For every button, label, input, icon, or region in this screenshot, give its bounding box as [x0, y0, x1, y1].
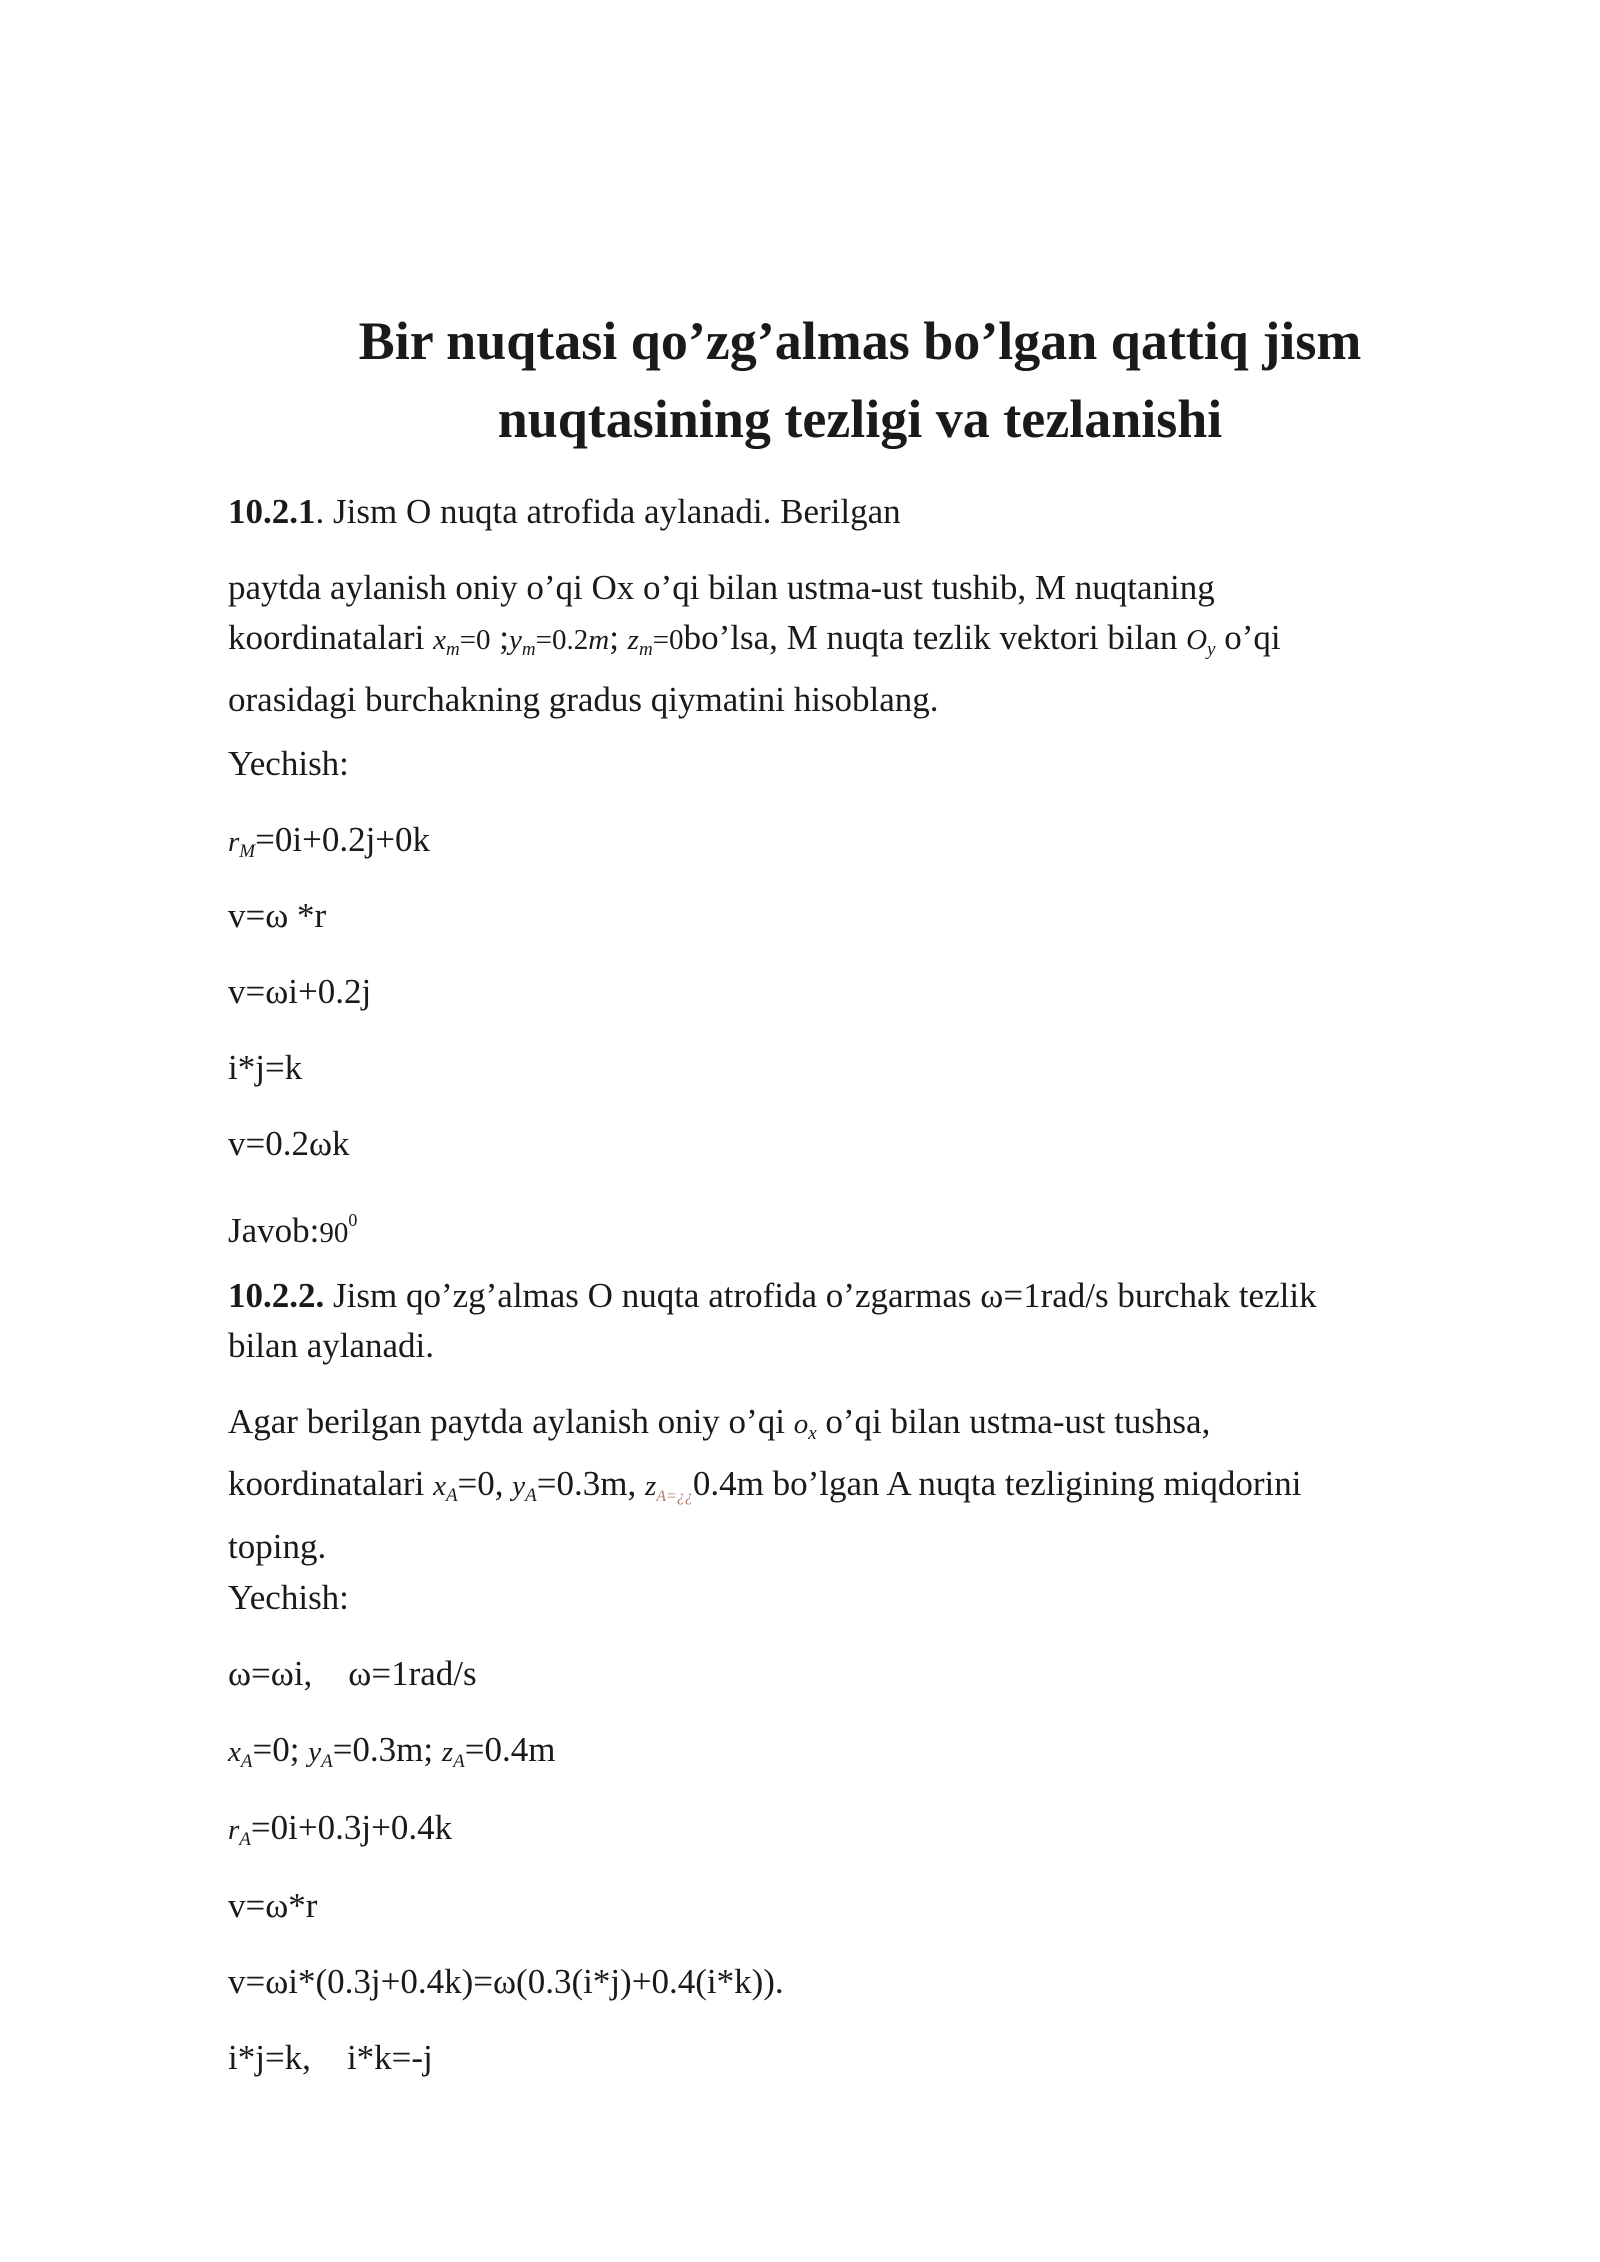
equation-line — [228, 1649, 1468, 1699]
math-subscript: A — [239, 1829, 251, 1850]
separator: ; — [490, 618, 510, 657]
equation-line — [228, 2033, 1468, 2083]
problem-2-number: 10.2.2. — [228, 1276, 325, 1315]
separator: ; — [609, 618, 628, 657]
math-value: i*j=k, — [228, 2038, 311, 2077]
solution-label: Yechish: — [228, 744, 349, 783]
math-value: ω=1rad/s — [348, 1654, 477, 1693]
math-var: r — [228, 826, 240, 858]
title-line-2: nuqtasining tezligi va tezlanishi — [497, 389, 1223, 449]
math-value: ω=ωi, — [228, 1654, 313, 1693]
math-var: r — [228, 1814, 240, 1846]
math-subscript: A — [240, 1751, 253, 1772]
math-subscript: A — [525, 1485, 537, 1506]
math-var: x — [433, 1470, 446, 1502]
problem-1-intro: . Jism O nuqta atrofida aylanadi. Berilgan — [315, 492, 901, 531]
math-subscript: y — [1207, 639, 1216, 660]
math-unit: m — [588, 624, 610, 656]
math-subscript: m — [521, 639, 536, 660]
statement-text: 0.4m bo’lgan A nuqta tezligining miqdorini — [692, 1464, 1302, 1503]
statement-line: orasidagi burchakning gradus qiymatini hisoblang. — [228, 680, 939, 719]
math-var: x — [433, 624, 446, 656]
math-value: =0.3m, — [536, 1464, 645, 1503]
problem-2-intro: Jism qo’zg’almas O nuqta atrofida o’zgarmas ω=1rad/s burchak tezlik — [324, 1276, 1317, 1315]
math-value: =0.4m — [464, 1730, 556, 1769]
math-subscript: m — [445, 639, 460, 660]
problem-1-statement — [228, 563, 1468, 725]
problem-1-number: 10.2.1 — [228, 492, 316, 531]
math-value: =0i+0.3j+0.4k — [250, 1808, 453, 1847]
statement-text: koordinatalari — [228, 618, 434, 657]
math-value: =0; — [252, 1730, 309, 1769]
math-subscript: m — [638, 639, 653, 660]
statement-text: o’qi bilan ustma-ust tushsa, — [816, 1402, 1211, 1441]
math-subscript: M — [239, 841, 256, 862]
title-line-1: Bir nuqtasi qo’zg’almas bo’lgan qattiq jism — [358, 311, 1362, 371]
math-var: y — [509, 624, 522, 656]
problem-2-statement — [228, 1397, 1468, 1572]
math-var: z — [441, 1736, 454, 1768]
page-title — [230, 302, 1490, 458]
math-var: z — [627, 624, 639, 656]
math-value: =0, — [457, 1464, 513, 1503]
math-var: o — [793, 1408, 809, 1440]
answer-superscript: 0 — [348, 1210, 358, 1230]
equation-line — [228, 1803, 1468, 1865]
math-value: =0.2 — [535, 624, 589, 656]
equation-line: v=ω*r — [228, 1886, 318, 1925]
answer-label: Javob: — [228, 1211, 320, 1250]
math-subscript: A — [445, 1485, 458, 1506]
statement-line: toping. — [228, 1527, 327, 1566]
equation-line: v=ωi+0.2j — [228, 972, 372, 1011]
statement-text: bo’lsa, M nuqta tezlik vektori bilan — [683, 618, 1187, 657]
math-subscript: A — [453, 1751, 465, 1772]
solution-label: Yechish: — [228, 1578, 349, 1617]
statement-text: koordinatalari — [228, 1464, 434, 1503]
math-value: i*k=-j — [346, 2038, 433, 2077]
answer-line — [228, 1195, 1468, 1258]
answer-value: 90 — [319, 1217, 349, 1249]
math-value: =0.3m; — [332, 1730, 442, 1769]
math-var: x — [228, 1736, 241, 1768]
equation-line: v=0.2ωk — [228, 1124, 350, 1163]
statement-line: paytda aylanish oniy o’qi Ox o’qi bilan ustma-ust tushib, M nuqtaning — [228, 568, 1215, 607]
math-value: =0 — [652, 624, 684, 656]
math-value: =0i+0.2j+0k — [255, 820, 431, 859]
equation-line: v=ω *r — [228, 896, 327, 935]
statement-text: o’qi — [1215, 618, 1281, 657]
problem-1-heading — [228, 487, 1468, 537]
math-subscript: A=¿¿ — [656, 1488, 693, 1505]
math-var: O — [1186, 624, 1208, 656]
math-var: z — [645, 1470, 657, 1502]
problem-2-intro: bilan aylanadi. — [228, 1326, 435, 1365]
math-subscript: A — [321, 1751, 333, 1772]
statement-text: Agar berilgan paytda aylanish oniy o’qi — [228, 1402, 794, 1441]
math-var: y — [512, 1470, 526, 1502]
math-var: y — [308, 1736, 322, 1768]
equation-line: i*j=k — [228, 1048, 303, 1087]
problem-2-heading — [228, 1271, 1468, 1371]
equation-line: v=ωi*(0.3j+0.4k)=ω(0.3(i*j)+0.4(i*k)). — [228, 1962, 784, 2001]
math-value: =0 — [459, 624, 491, 656]
math-subscript: x — [808, 1423, 817, 1444]
equation-line — [228, 815, 1468, 877]
equation-line — [228, 1725, 1468, 1787]
